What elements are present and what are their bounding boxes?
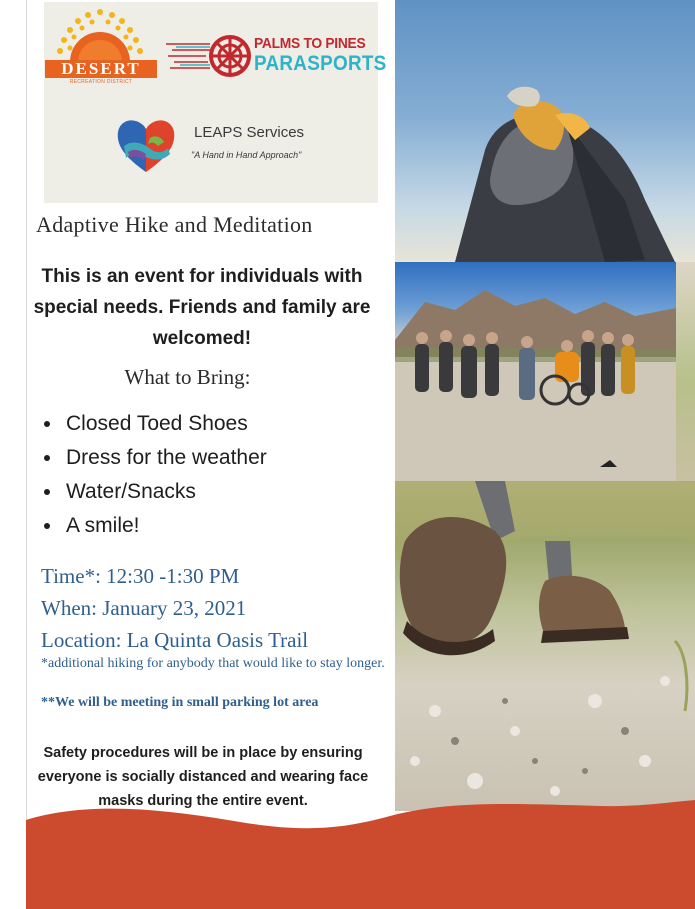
- bullet-icon: [44, 421, 50, 427]
- event-details: [41, 561, 308, 657]
- ptp-logo-line2: PARASPORTS: [254, 52, 387, 75]
- logo-panel: [44, 2, 387, 203]
- leaps-logo-tagline: "A Hand in Hand Approach": [191, 150, 302, 160]
- list-item: [42, 408, 267, 442]
- intro-text: This is an event for individuals with special needs. Friends and family are welcomed!: [33, 266, 371, 349]
- list-item: [42, 476, 267, 510]
- bring-item-label: Water/Snacks: [66, 480, 196, 503]
- bullet-icon: [44, 489, 50, 495]
- event-date: When: January 23, 2021: [41, 596, 247, 620]
- event-time: Time*: 12:30 -1:30 PM: [41, 564, 240, 588]
- desert-logo-subtext: RECREATION DISTRICT: [69, 79, 133, 85]
- additional-hiking-note: *additional hiking for anybody that would like to stay longer.: [41, 656, 385, 671]
- photo-edge-strip: [676, 262, 695, 481]
- list-item: [42, 442, 267, 476]
- bring-item-label: A smile!: [66, 514, 140, 537]
- group-hikers-photo: [395, 262, 676, 481]
- event-location: Location: La Quinta Oasis Trail: [41, 628, 309, 652]
- leaps-logo-name: LEAPS Services: [194, 124, 305, 141]
- bullet-icon: [44, 523, 50, 529]
- safety-text: Safety procedures will be in place by ensuring everyone is socially distanced and wearing face masks during the entire event.: [37, 745, 369, 809]
- bring-item-label: Closed Toed Shoes: [66, 412, 248, 435]
- bring-list: [42, 408, 267, 544]
- bring-heading: What to Bring:: [124, 365, 251, 389]
- list-item: [42, 510, 267, 544]
- bullet-icon: [44, 455, 50, 461]
- meeting-note: **We will be meeting in small parking lot area: [41, 695, 319, 710]
- hiker-backpack-photo: [395, 0, 695, 262]
- desert-logo-text: DESERT: [45, 60, 157, 78]
- bring-item-label: Dress for the weather: [66, 446, 267, 469]
- hiking-boot-photo: [395, 481, 695, 811]
- hand-heart-icon: [114, 116, 178, 174]
- event-title: Adaptive Hike and Meditation: [36, 212, 313, 237]
- ptp-logo-line1: PALMS TO PINES: [254, 35, 366, 52]
